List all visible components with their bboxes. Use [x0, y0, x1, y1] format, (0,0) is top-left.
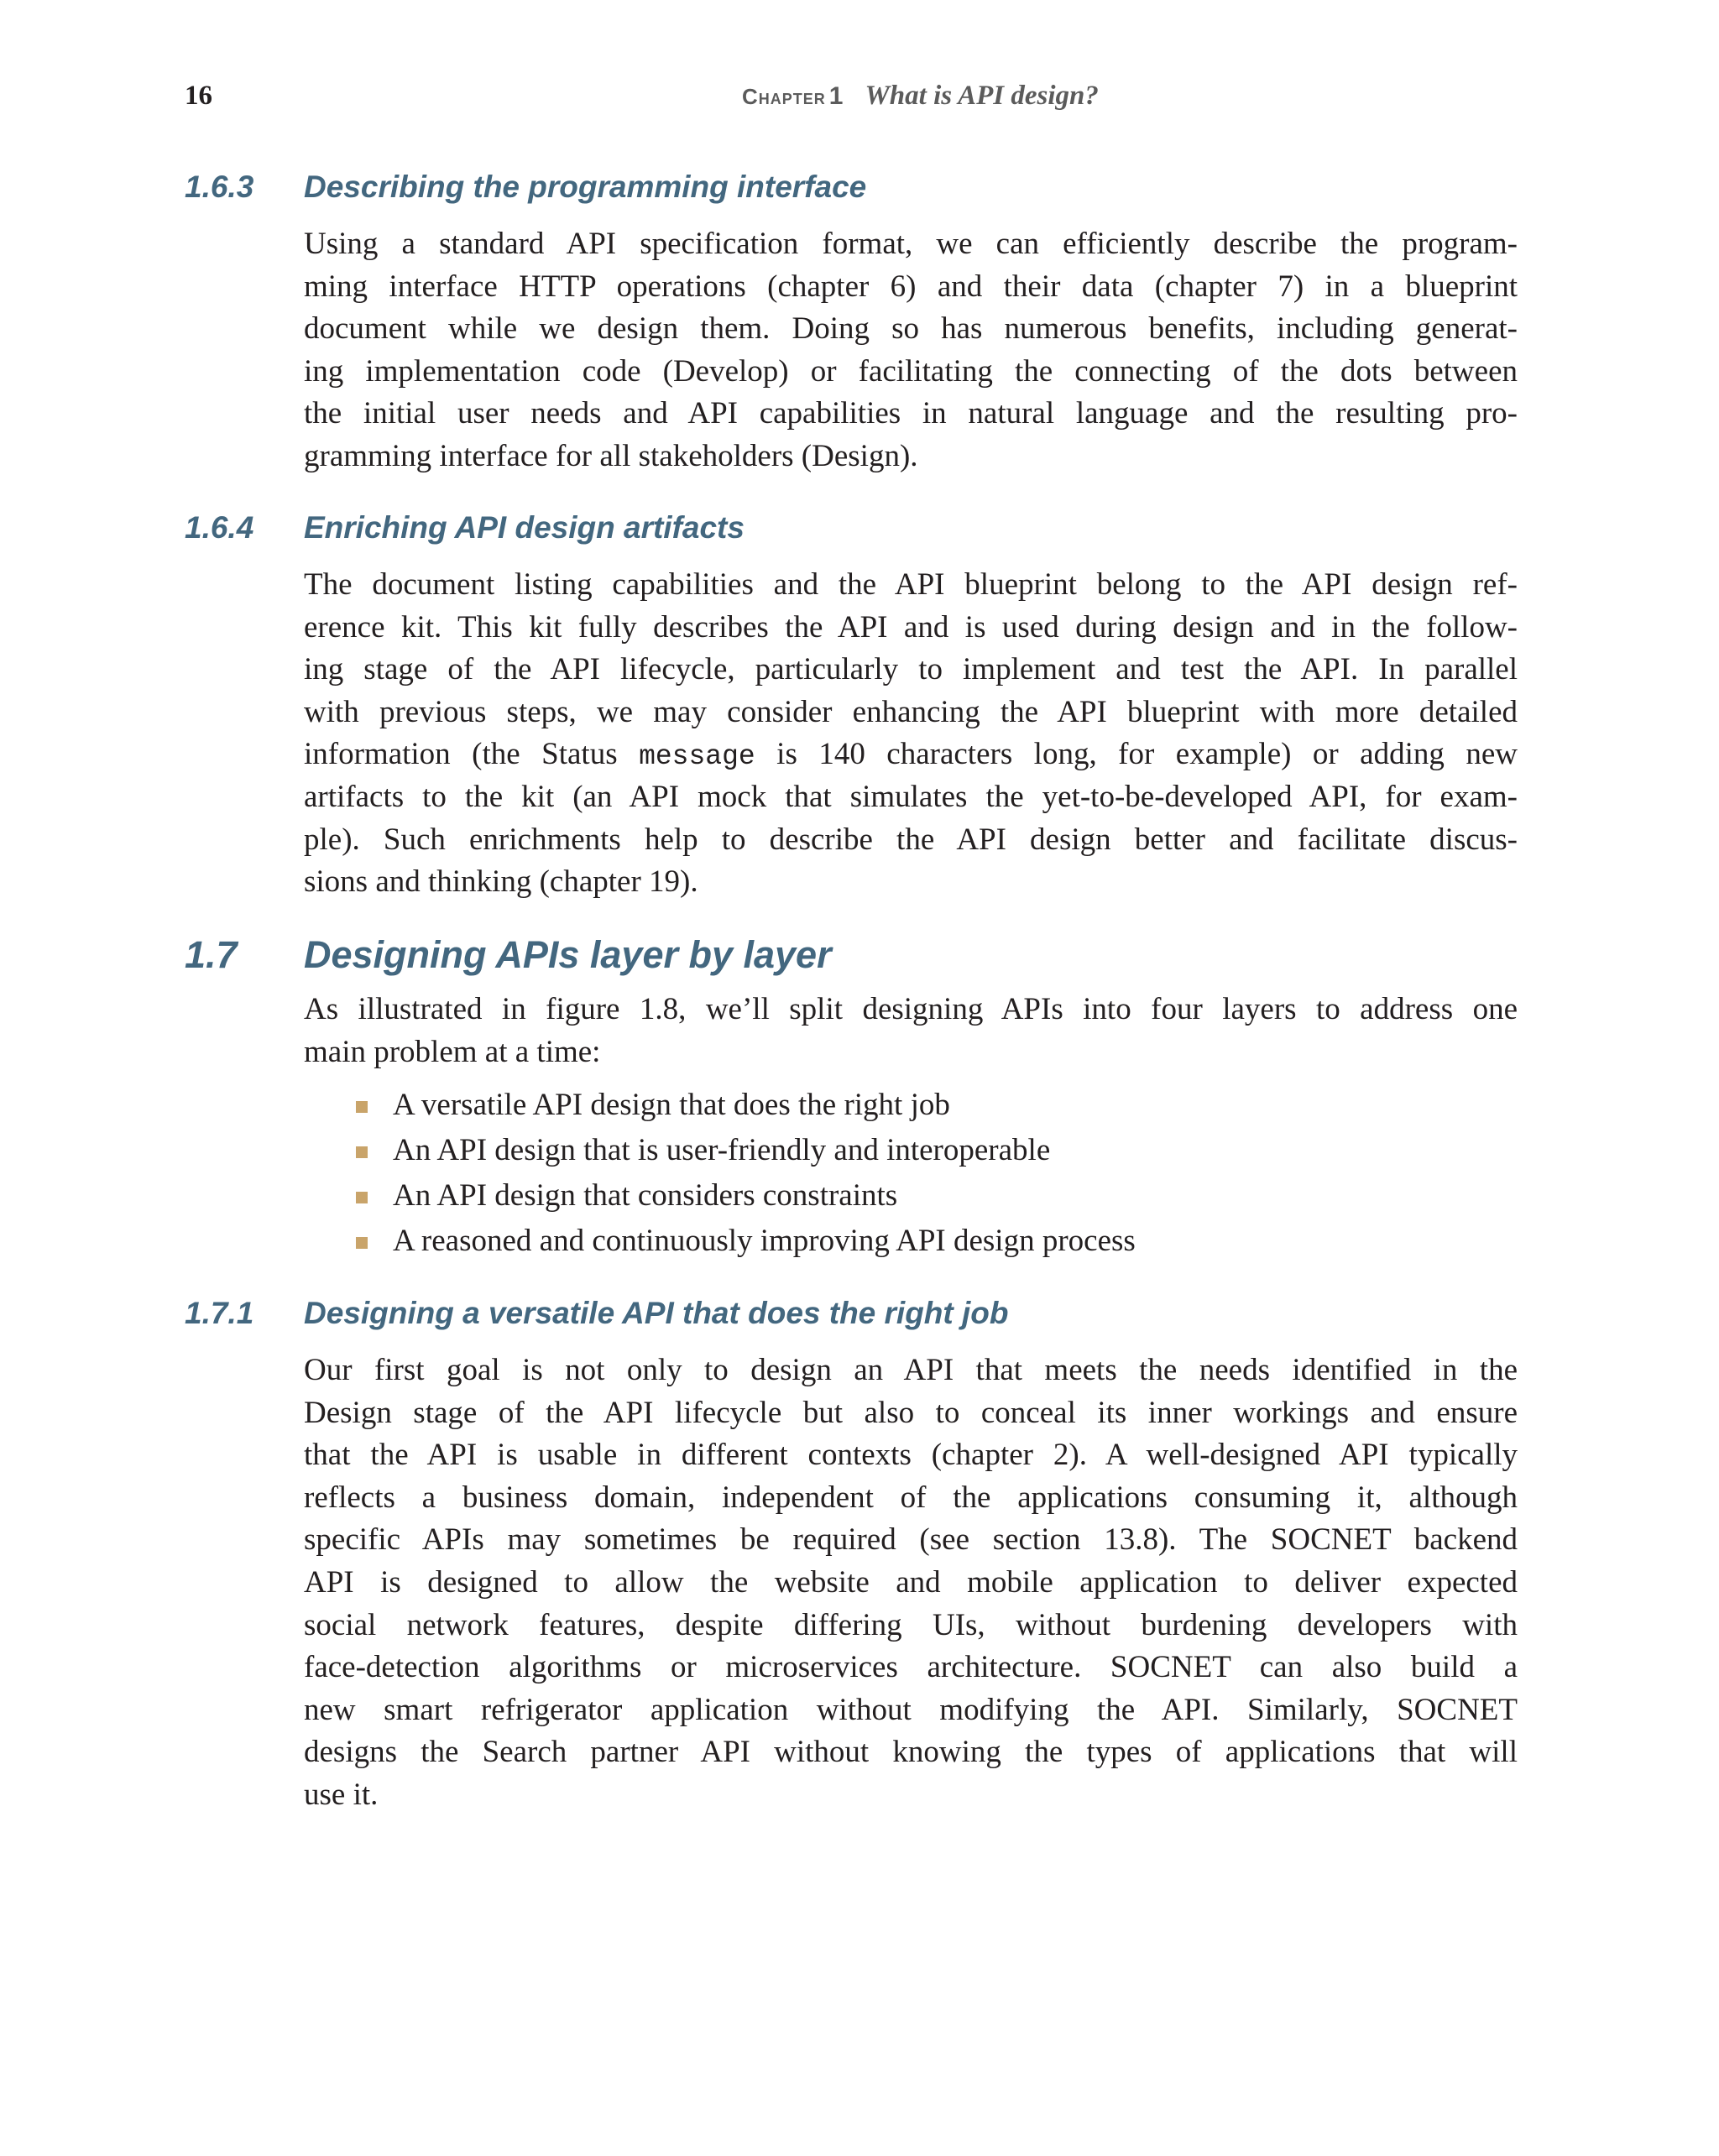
list-item — [353, 1128, 1528, 1173]
text-line: ing stage of the API lifecycle, particularly to implement and test the API. In parallel — [304, 652, 1518, 687]
list-item — [353, 1219, 1528, 1264]
text-line: use it. — [304, 1777, 379, 1812]
text-line: Using a standard API specification format, we can efficiently describe the program- — [304, 227, 1518, 261]
running-title — [742, 81, 1099, 112]
paragraph-1-6-3 — [304, 223, 1518, 478]
section-number: 1.6.4 — [185, 510, 254, 545]
text-line: Design stage of the API lifecycle but also to conceal its inner workings and ensure — [304, 1395, 1518, 1430]
bullet-list — [353, 1083, 1528, 1264]
section-number: 1.7 — [185, 933, 238, 976]
section-heading-1-7 — [185, 933, 1528, 982]
inline-code: message — [639, 741, 755, 773]
text-line: designs the Search partner API without knowing the types of applications that will — [304, 1735, 1518, 1770]
page-number: 16 — [185, 81, 212, 111]
section-heading-1-6-4 — [185, 510, 1528, 551]
text-line: that the API is usable in different contexts (chapter 2). A well-designed API typically — [304, 1438, 1518, 1473]
text-line: erence kit. This kit fully describes the API and is used during design and in the follow- — [304, 609, 1518, 645]
text-line: face-detection algorithms or microservices architecture. SOCNET can also build a — [304, 1650, 1518, 1685]
text-line: API is designed to allow the website and mobile application to deliver expected — [304, 1564, 1518, 1600]
text-line: Our first goal is not only to design an API that meets the needs identified in the — [304, 1353, 1518, 1387]
text-line: ing implementation code (Develop) or facilitating the connecting of the dots between — [304, 353, 1518, 389]
section-heading-1-6-3 — [185, 170, 1528, 210]
text-line: reflects a business domain, independent of the applications consuming it, although — [304, 1480, 1518, 1515]
bullet-icon — [356, 1146, 368, 1158]
paragraph-1-7 — [304, 989, 1518, 1073]
running-head — [185, 81, 1519, 123]
list-item-text: A versatile API design that does the right job — [393, 1088, 950, 1122]
list-item-text: A reasoned and continuously improving API design process — [393, 1224, 1136, 1258]
bullet-icon — [356, 1237, 368, 1249]
text-line: document while we design them. Doing so has numerous benefits, including generat- — [304, 311, 1518, 347]
chapter-number: 1 — [828, 82, 844, 110]
section-title: Describing the programming interface — [304, 170, 867, 204]
section-heading-1-7-1 — [185, 1296, 1528, 1336]
text-line: the initial user needs and API capabilities in natural language and the resulting pro- — [304, 396, 1518, 431]
text-fragment: is 140 characters long, for example) or adding new — [755, 737, 1518, 772]
section-number: 1.6.3 — [185, 170, 254, 204]
section-title: Enriching API design artifacts — [304, 510, 745, 545]
text-line: gramming interface for all stakeholders (Design). — [304, 438, 918, 473]
text-line: with previous steps, we may consider enhancing the API blueprint with more detailed — [304, 694, 1518, 729]
text-line-with-code — [304, 733, 1518, 776]
text-line: main problem at a time: — [304, 1034, 601, 1069]
section-number: 1.7.1 — [185, 1296, 254, 1330]
chapter-title: What is API design? — [865, 81, 1099, 111]
bullet-icon — [356, 1101, 368, 1113]
bullet-icon — [356, 1192, 368, 1203]
list-item — [353, 1083, 1528, 1128]
paragraph-1-7-1 — [304, 1349, 1518, 1817]
text-line: As illustrated in figure 1.8, we’ll split designing APIs into four layers to address one — [304, 992, 1518, 1026]
text-line: new smart refrigerator application without modifying the API. Similarly, SOCNET — [304, 1692, 1518, 1727]
text-line: sions and thinking (chapter 19). — [304, 864, 698, 900]
section-title: Designing a versatile API that does the right job — [304, 1296, 1009, 1330]
text-line: ple). Such enrichments help to describe the API design better and facilitate discus- — [304, 822, 1518, 857]
text-line: specific APIs may sometimes be required (see section 13.8). The SOCNET backend — [304, 1522, 1518, 1558]
section-title: Designing APIs layer by layer — [304, 933, 832, 976]
list-item-text: An API design that is user-friendly and interoperable — [393, 1133, 1051, 1167]
text-line: artifacts to the kit (an API mock that simulates the yet-to-be-developed API, for exam- — [304, 779, 1518, 814]
list-item — [353, 1173, 1528, 1219]
chapter-label: Chapter — [742, 84, 826, 109]
text-line: social network features, despite differing UIs, without burdening developers with — [304, 1607, 1518, 1642]
list-item-text: An API design that considers constraints — [393, 1178, 898, 1213]
paragraph-1-6-4 — [304, 564, 1518, 904]
text-line: ming interface HTTP operations (chapter 6) and their data (chapter 7) in a blueprint — [304, 269, 1518, 304]
text-fragment: information (the Status — [304, 737, 640, 772]
text-line: The document listing capabilities and the API blueprint belong to the API design ref- — [304, 567, 1518, 602]
